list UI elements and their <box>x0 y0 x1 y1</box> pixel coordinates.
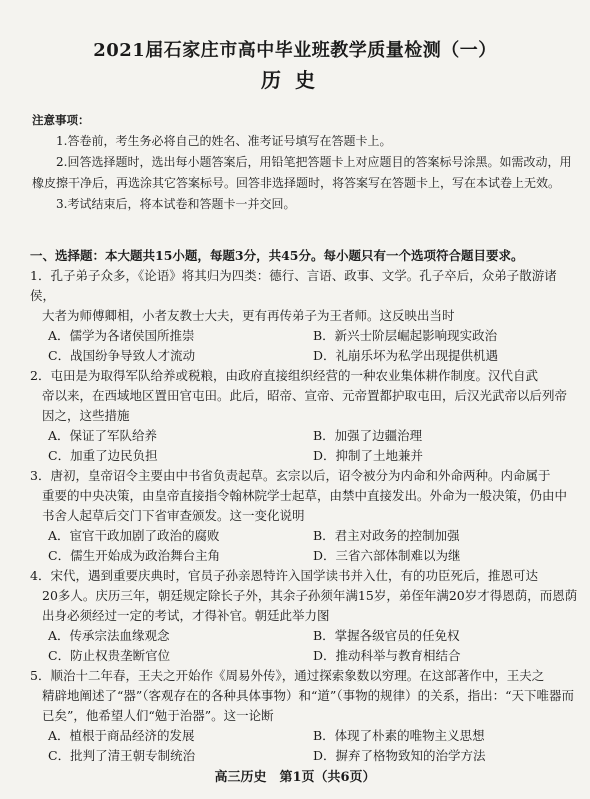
question-cont: 精辟地阐述了“器”（客观存在的各种具体事物）和“道”（事物的规律）的关系，指出：“天下唯器而已矣”，他希望人们“勉于治器”。这一论断 <box>42 688 574 723</box>
option-b: B．君主对政务的控制加强 <box>313 528 460 543</box>
option-d: D．三省六部体制难以为继 <box>313 548 461 563</box>
option-c: C．儒生开始成为政治舞台主角 <box>48 548 221 563</box>
question-stem: 3．唐初，皇帝诏令主要由中书省负责起草。玄宗以后，诏令被分为内命和外命两种。内命属于 <box>30 468 551 483</box>
section-heading: 一、选择题：本大题共15小题，每题3分，共45分。每小题只有一个选项符合题目要求。 <box>30 248 524 263</box>
question-options <box>30 326 578 366</box>
question-options <box>30 626 578 666</box>
option-c: C．加重了边民负担 <box>48 448 158 463</box>
exam-subject: 历史 <box>261 68 329 92</box>
option-c: C．战国纷争导致人才流动 <box>48 348 196 363</box>
option-a: A．宦官干政加剧了政治的腐败 <box>48 528 220 543</box>
option-d: D．推动科举与教育相结合 <box>313 648 461 663</box>
question-options <box>30 426 578 466</box>
question-stem: 5．顺治十二年春，王夫之开始作《周易外传》，通过探索象数以穷理。在这部著作中，王夫之 <box>30 668 545 683</box>
option-c: C．防止权贵垄断官位 <box>48 648 171 663</box>
question-options <box>30 726 578 766</box>
option-d: D．摒弃了格物致知的治学方法 <box>313 748 486 763</box>
option-b: B．新兴士阶层崛起影响现实政治 <box>313 328 498 343</box>
notice-item: 1.答卷前，考生务必将自己的姓名、准考证号填写在答题卡上。 <box>56 134 392 148</box>
question-4 <box>30 566 578 666</box>
notice-heading: 注意事项： <box>32 113 90 127</box>
question-5 <box>30 666 578 766</box>
question-cont: 重要的中央决策，由皇帝直接指令翰林院学士起草，由禁中直接发出。外命为一般决策，仍由中书舍人起草后交门下省审查颁发。这一变化说明 <box>42 488 568 523</box>
question-1 <box>30 266 578 366</box>
option-a: A．传承宗法血缘观念 <box>48 628 170 643</box>
option-d: D．抑制了土地兼并 <box>313 448 424 463</box>
option-a: A．儒学为各诸侯国所推崇 <box>48 328 195 343</box>
question-2 <box>30 366 578 466</box>
option-b: B．加强了边疆治理 <box>313 428 423 443</box>
option-d: D．礼崩乐坏为私学出现提供机遇 <box>313 348 499 363</box>
notice-item: 3.考试结束后，将本试卷和答题卡一并交回。 <box>56 197 296 211</box>
notice-block <box>32 110 572 215</box>
page-footer: 高三历史 第1页（共6页） <box>214 770 376 785</box>
question-cont: 20多人。庆历三年，朝廷规定除长子外，其余子孙须年满15岁，弟侄年满20岁才得恩荫，而恩荫出身必须经过一定的考试，才得补官。朝廷此举力图 <box>42 588 578 623</box>
option-a: A．植根于商品经济的发展 <box>48 728 195 743</box>
choice-section <box>30 246 578 766</box>
question-cont: 大者为师傅卿相，小者友教士大夫，更有再传弟子为王者师。这反映出当时 <box>42 308 455 323</box>
option-c: C．批判了清王朝专制统治 <box>48 748 196 763</box>
question-stem: 4．宋代，遇到重要庆典时，官员子孙亲恩特许入国学读书并入仕，有的功臣死后，推恩可达 <box>30 568 538 583</box>
question-cont: 帝以来，在西域地区置田官屯田。此后，昭帝、宣帝、元帝置都护取屯田，后汉光武帝以后列帝因之，这些措施 <box>42 388 568 423</box>
notice-item: 2.回答选择题时，选出每小题答案后，用铅笔把答题卡上对应题目的答案标号涂黑。如需改动，用橡皮擦干净后，再选涂其它答案标号。回答非选择题时，将答案写在答题卡上，写在本试卷上无效。 <box>32 155 572 190</box>
exam-title: 2021届石家庄市高中毕业班教学质量检测（一） <box>93 40 497 61</box>
option-a: A．保证了军队给养 <box>48 428 158 443</box>
question-options <box>30 526 578 566</box>
option-b: B．掌握各级官员的任免权 <box>313 628 460 643</box>
question-stem: 2．屯田是为取得军队给养或税粮，由政府直接组织经营的一种农业集体耕作制度。汉代自武 <box>30 368 538 383</box>
question-3 <box>30 466 578 566</box>
option-b: B．体现了朴素的唯物主义思想 <box>313 728 485 743</box>
question-stem: 1．孔子弟子众多，《论语》将其归为四类：德行、言语、政事、文学。孔子卒后，众弟子散游诸侯， <box>30 268 557 303</box>
